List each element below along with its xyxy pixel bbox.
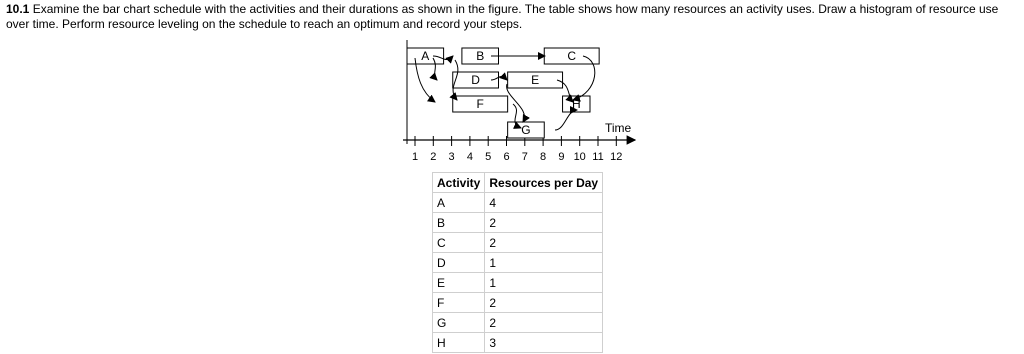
problem-statement <box>6 2 1020 32</box>
x-tick-label: 9 <box>558 151 565 163</box>
resources-table <box>432 172 603 353</box>
arrow-a-f <box>415 58 435 102</box>
header-resources: Resources per Day <box>485 173 603 193</box>
bar-f <box>453 96 508 112</box>
x-tick-label: 4 <box>466 151 473 163</box>
table-row <box>433 233 603 253</box>
cell-activity: G <box>433 313 485 333</box>
cell-activity: E <box>433 273 485 293</box>
bar-chart-schedule <box>395 36 655 166</box>
table-row <box>433 293 603 313</box>
bar-e <box>508 72 563 88</box>
table-row <box>433 333 603 353</box>
cell-activity: A <box>433 193 485 213</box>
x-tick-label: 2 <box>430 151 437 163</box>
bar-c <box>544 48 599 64</box>
cell-activity: H <box>433 333 485 353</box>
cell-activity: D <box>433 253 485 273</box>
x-tick-label: 12 <box>610 151 623 163</box>
cell-activity: C <box>433 233 485 253</box>
bar-label: E <box>531 73 540 87</box>
x-tick-label: 8 <box>540 151 547 163</box>
problem-number: 10.1 <box>6 2 30 16</box>
table-row <box>433 313 603 333</box>
x-tick-label: 1 <box>411 151 419 163</box>
cell-resources: 2 <box>485 293 603 313</box>
table-row <box>433 253 603 273</box>
cell-resources: 4 <box>485 193 603 213</box>
bar-a <box>407 48 444 64</box>
dependency-arrows <box>415 56 595 130</box>
x-tick-label: 5 <box>485 151 492 163</box>
cell-activity: F <box>433 293 485 313</box>
cell-resources: 1 <box>485 253 603 273</box>
time-axis-label: Time <box>605 121 632 135</box>
bar-g <box>508 122 545 138</box>
header-activity: Activity <box>433 173 485 193</box>
arrow-g-h <box>555 110 577 130</box>
bar-label: G <box>521 123 531 137</box>
table-row <box>433 213 603 233</box>
table-row <box>433 193 603 213</box>
cell-resources: 2 <box>485 213 603 233</box>
bar-label: D <box>471 73 480 87</box>
bar-label: C <box>567 49 577 63</box>
cell-resources: 2 <box>485 233 603 253</box>
problem-text: Examine the bar chart schedule with the activities and their durations as shown in the figure. The table shows how many resources an activity uses. Draw a histogram of resource use over time. Perform resource leveling on the schedule to reach an optimum and record your steps. <box>6 2 999 31</box>
x-tick-label: 3 <box>448 151 455 163</box>
x-tick-label: 6 <box>503 151 510 163</box>
bar-label: H <box>571 97 581 111</box>
x-tick-label: 10 <box>573 151 586 163</box>
cell-resources: 2 <box>485 313 603 333</box>
bar-label: F <box>476 97 484 111</box>
x-tick-label: 11 <box>592 151 604 163</box>
bar-label: B <box>476 49 485 63</box>
x-tick-label: 7 <box>521 151 528 163</box>
cell-resources: 1 <box>485 273 603 293</box>
cell-resources: 3 <box>485 333 603 353</box>
table-header-row <box>433 173 603 193</box>
cell-activity: B <box>433 213 485 233</box>
table-row <box>433 273 603 293</box>
bar-label: A <box>421 49 430 63</box>
